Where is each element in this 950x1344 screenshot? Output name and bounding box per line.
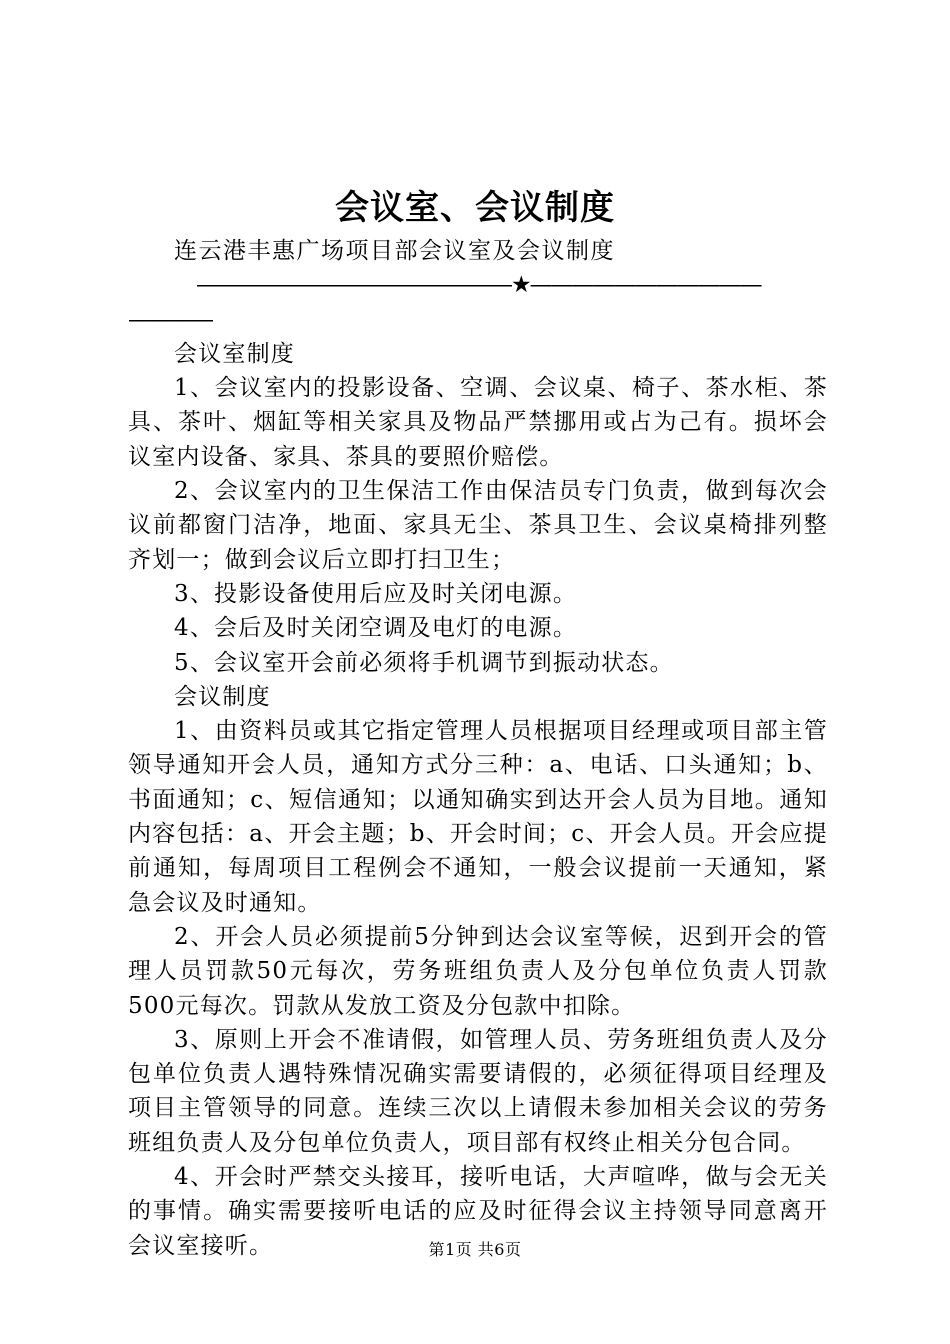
document-subtitle: 连云港丰惠广场项目部会议室及会议制度 bbox=[174, 238, 615, 264]
document-title: 会议室、会议制度 bbox=[335, 188, 615, 228]
section-heading-meeting-room: 会议室制度 bbox=[174, 340, 295, 367]
divider-line-1: ———————————————★——————————— bbox=[196, 272, 761, 299]
divider-line-2: ———— bbox=[128, 306, 212, 333]
paragraph: 2、会议室内的卫生保洁工作由保洁员专门负责，做到每次会议前都窗门洁净，地面、家具无尘、茶具卫生、会议桌椅排列整齐划一；做到会议后立即打扫卫生； bbox=[128, 478, 828, 573]
paragraph: 4、会后及时关闭空调及电灯的电源。 bbox=[174, 615, 578, 642]
paragraph: 5、会议室开会前必须将手机调节到振动状态。 bbox=[174, 649, 674, 676]
paragraph: 3、原则上开会不准请假，如管理人员、劳务班组负责人及分包单位负责人遇特殊情况确实需要请假的，必须征得项目经理及项目主管领导的同意。连续三次以上请假未参加相关会议的劳务班组负责人及分包单位负责人，项目部有权终止相关分包合同。 bbox=[128, 1026, 828, 1156]
page-number-footer: 第1页 共6页 bbox=[428, 1240, 522, 1259]
star-divider bbox=[128, 268, 828, 337]
paragraph: 3、投影设备使用后应及时关闭电源。 bbox=[174, 580, 578, 607]
paragraph: 4、开会时严禁交头接耳，接听电话，大声喧哗，做与会无关的事情。确实需要接听电话的应及时征得会议主持领导同意离开会议室接听。 bbox=[128, 1164, 828, 1259]
paragraph: 1、由资料员或其它指定管理人员根据项目经理或项目部主管领导通知开会人员，通知方式分三种：a、电话、口头通知；b、书面通知；c、短信通知；以通知确实到达开会人员为目地。通知内容包括：a、开会主题；b、开会时间；c、开会人员。开会应提前通知，每周项目工程例会不通知，一般会议提前一天通知，紧急会议及时通知。 bbox=[128, 718, 828, 916]
paragraph: 1、会议室内的投影设备、空调、会议桌、椅子、茶水柜、茶具、茶叶、烟缸等相关家具及物品严禁挪用或占为己有。损坏会议室内设备、家具、茶具的要照价赔偿。 bbox=[128, 375, 828, 470]
section-heading-meeting: 会议制度 bbox=[174, 683, 271, 710]
document-body bbox=[128, 234, 828, 1263]
paragraph: 2、开会人员必须提前5分钟到达会议室等候，迟到开会的管理人员罚款50元每次，劳务班组负责人及分包单位负责人罚款500元每次。罚款从发放工资及分包款中扣除。 bbox=[128, 923, 828, 1019]
